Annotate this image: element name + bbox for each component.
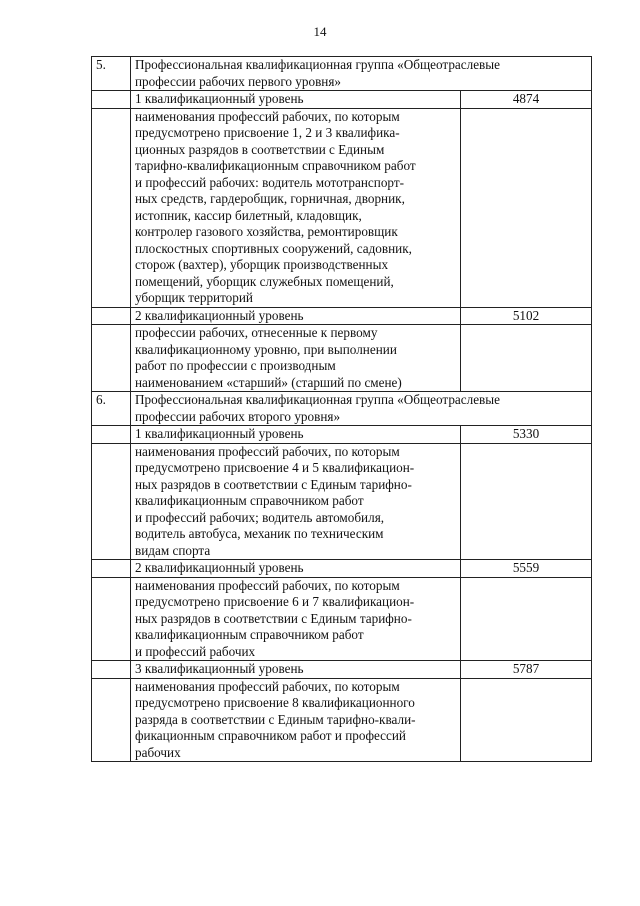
level-salary: 5787	[461, 661, 592, 679]
level-salary: 4874	[461, 91, 592, 109]
description-row	[92, 443, 592, 560]
level-name: 2 квалификационный уровень	[131, 307, 461, 325]
empty-cell	[92, 91, 131, 109]
page-number: 14	[313, 24, 327, 39]
level-description: наименования профессий рабочих, по которым предусмотрено присвоение 4 и 5 квалификацион- ных разрядов в соответствии с Единым тарифно- квалификационным справочником работ и профессий рабочих; водитель автомобиля, водитель автобуса, механик по техническим видам спорта	[131, 443, 461, 560]
description-row	[92, 325, 592, 392]
empty-cell	[92, 560, 131, 578]
group-number: 6.	[92, 392, 131, 426]
empty-cell	[461, 678, 592, 762]
empty-cell	[461, 108, 592, 307]
level-description: профессии рабочих, отнесенные к первому квалификационному уровню, при выполнении работ по профессии с производным наименованием «старший» (старший по смене)	[131, 325, 461, 392]
level-name: 1 квалификационный уровень	[131, 426, 461, 444]
level-row	[92, 560, 592, 578]
level-name: 3 квалификационный уровень	[131, 661, 461, 679]
description-row	[92, 678, 592, 762]
empty-cell	[92, 678, 131, 762]
qualification-groups-table	[91, 56, 592, 762]
level-salary: 5102	[461, 307, 592, 325]
level-salary: 5330	[461, 426, 592, 444]
level-description: наименования профессий рабочих, по которым предусмотрено присвоение 1, 2 и 3 квалифика- ционных разрядов в соответствии с Единым тарифно-квалификационным справочником работ и профессий рабочих: водитель мототранспорт- ных средств, гардеробщик, горничная, дворник, истопник, кассир билетный, кладовщик, контролер газового хозяйства, ремонтировщик плоскостных спортивных сооружений, садовник, сторож (вахтер), уборщик производственных помещений, уборщик служебных помещений, уборщик территорий	[131, 108, 461, 307]
level-row	[92, 307, 592, 325]
empty-cell	[92, 307, 131, 325]
level-name: 1 квалификационный уровень	[131, 91, 461, 109]
level-description: наименования профессий рабочих, по которым предусмотрено присвоение 8 квалификационного разряда в соответствии с Единым тарифно-квали- фикационным справочником работ и профессий рабочих	[131, 678, 461, 762]
empty-cell	[92, 443, 131, 560]
description-row	[92, 108, 592, 307]
empty-cell	[92, 325, 131, 392]
level-row	[92, 91, 592, 109]
level-name: 2 квалификационный уровень	[131, 560, 461, 578]
empty-cell	[461, 443, 592, 560]
group-title: Профессиональная квалификационная группа «Общеотраслевые профессии рабочих первого уровня»	[131, 57, 592, 91]
level-row	[92, 426, 592, 444]
level-salary: 5559	[461, 560, 592, 578]
empty-cell	[92, 426, 131, 444]
empty-cell	[92, 577, 131, 661]
group-number: 5.	[92, 57, 131, 91]
empty-cell	[92, 661, 131, 679]
level-row	[92, 661, 592, 679]
group-row	[92, 57, 592, 91]
empty-cell	[92, 108, 131, 307]
group-title: Профессиональная квалификационная группа «Общеотраслевые профессии рабочих второго уровня»	[131, 392, 592, 426]
description-row	[92, 577, 592, 661]
group-row	[92, 392, 592, 426]
level-description: наименования профессий рабочих, по которым предусмотрено присвоение 6 и 7 квалификацион- ных разрядов в соответствии с Единым тарифно- квалификационным справочником работ и профессий рабочих	[131, 577, 461, 661]
empty-cell	[461, 577, 592, 661]
empty-cell	[461, 325, 592, 392]
